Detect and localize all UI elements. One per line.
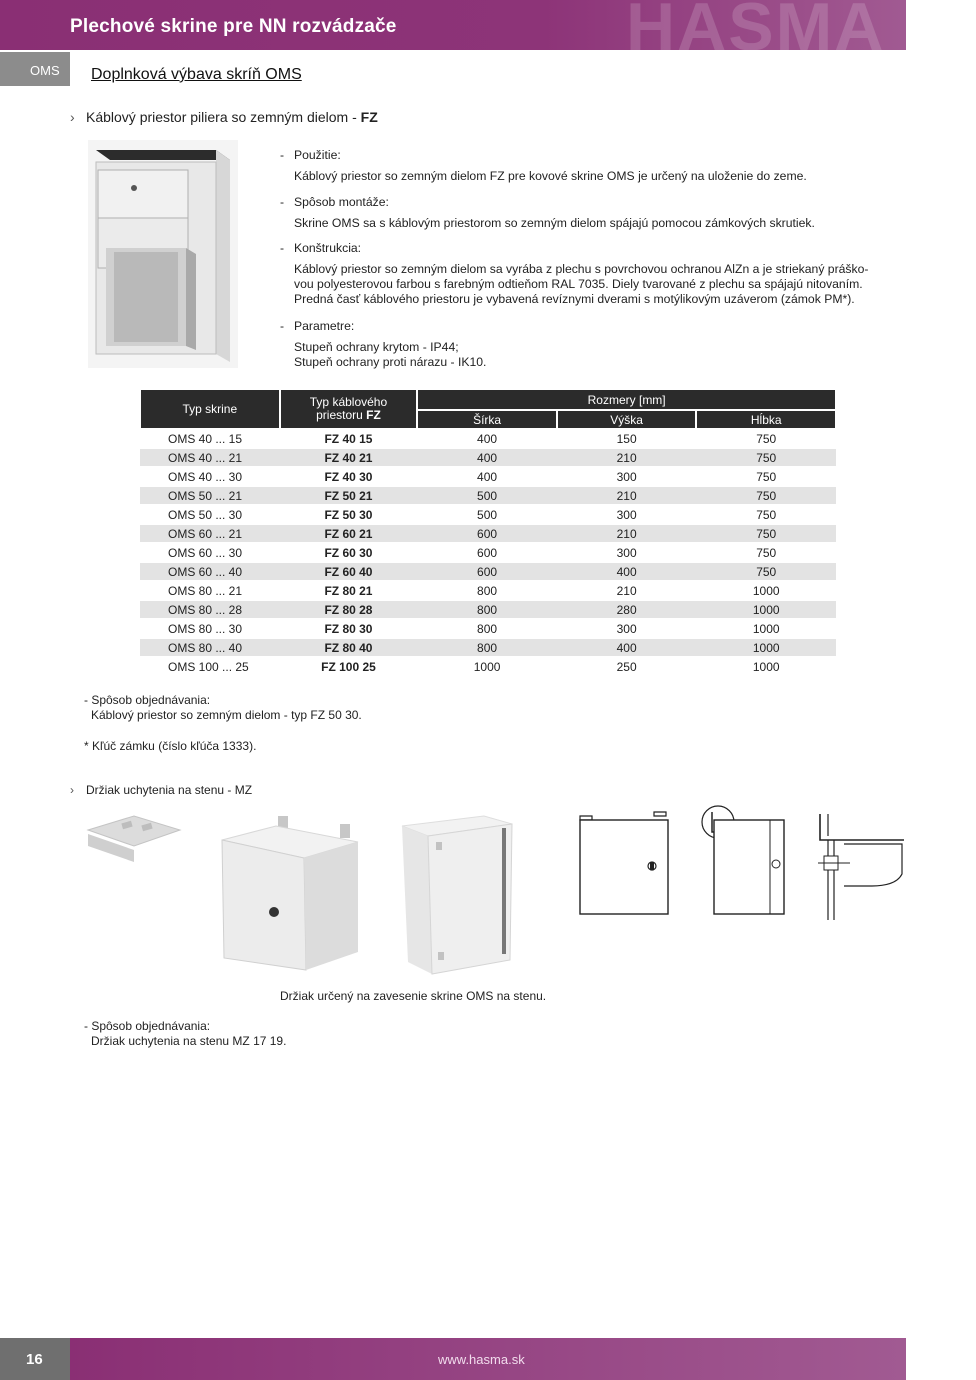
cell-hlbka: 750: [696, 486, 836, 505]
cell-hlbka: 750: [696, 448, 836, 467]
cell-typ-skrine: OMS 40 ... 21: [140, 448, 280, 467]
fz-mounting-text: Skrine OMS sa s káblovým priestorom so zemným dielom spájajú pomocou zámkových skrutiek.: [294, 216, 815, 230]
cell-sirka: 600: [417, 543, 557, 562]
fz-usage-text: Káblový priestor so zemným dielom FZ pre kovové skrine OMS je určený na uloženie do zeme.: [294, 169, 807, 183]
fz-order-text: Káblový priestor so zemným dielom - typ FZ 50 30.: [91, 708, 362, 722]
cell-hlbka: 750: [696, 467, 836, 486]
col-header-hlbka: Hĺbka: [696, 410, 836, 429]
fz-construction-label: Konštrukcia:: [294, 241, 362, 255]
mz-order-text: Držiak uchytenia na stenu MZ 17 19.: [91, 1034, 287, 1048]
fz-construction-line-2: vou polyesterovou farbou s farebným odtieňom RAL 7035. Diely tvarované z plechu sa spájajú nitovaním.: [294, 277, 863, 291]
cell-sirka: 400: [417, 467, 557, 486]
cell-typ-fz: FZ 100 25: [280, 657, 418, 676]
page-title: Plechové skrine pre NN rozvádzače: [70, 16, 397, 37]
col-header-fz-bold: FZ: [366, 408, 381, 422]
cell-vyska: 150: [557, 429, 697, 448]
cell-typ-skrine: OMS 80 ... 28: [140, 600, 280, 619]
table-row: [140, 467, 836, 486]
cell-typ-skrine: OMS 50 ... 21: [140, 486, 280, 505]
section-title: Doplnková výbava skríň OMS: [91, 66, 302, 83]
cell-vyska: 300: [557, 505, 697, 524]
fz-dimensions-table: [139, 388, 837, 677]
cell-sirka: 600: [417, 562, 557, 581]
cell-typ-fz: FZ 80 21: [280, 581, 418, 600]
mz-order-label: - Spôsob objednávania:: [84, 1019, 211, 1033]
mz-cabinet-side-image: [398, 812, 516, 978]
cell-typ-skrine: OMS 100 ... 25: [140, 657, 280, 676]
table-row: [140, 505, 836, 524]
cell-hlbka: 1000: [696, 581, 836, 600]
cell-vyska: 400: [557, 638, 697, 657]
cell-typ-fz: FZ 40 15: [280, 429, 418, 448]
cell-typ-skrine: OMS 80 ... 21: [140, 581, 280, 600]
table-row: [140, 562, 836, 581]
cell-typ-fz: FZ 60 30: [280, 543, 418, 562]
table-row: [140, 448, 836, 467]
cell-sirka: 400: [417, 429, 557, 448]
col-header-rozmery: Rozmery [mm]: [417, 389, 836, 410]
fz-parameters: - Parametre: Stupeň ochrany krytom - IP44; Stupeň ochrany proti nárazu - IK10.: [280, 319, 910, 370]
cell-sirka: 800: [417, 600, 557, 619]
col-header-fz: [280, 389, 418, 429]
mz-front-drawing: [576, 808, 672, 918]
cell-hlbka: 750: [696, 524, 836, 543]
mz-heading-text: Držiak uchytenia na stenu - MZ: [86, 783, 253, 797]
fz-heading: [70, 109, 378, 125]
cell-typ-fz: FZ 40 30: [280, 467, 418, 486]
cell-typ-skrine: OMS 60 ... 30: [140, 543, 280, 562]
cell-hlbka: 1000: [696, 657, 836, 676]
cell-sirka: 800: [417, 638, 557, 657]
footer-bar: [0, 1338, 906, 1380]
cell-typ-fz: FZ 50 30: [280, 505, 418, 524]
fz-order-block: [84, 693, 362, 723]
cell-hlbka: 750: [696, 543, 836, 562]
header-bar: [0, 0, 906, 50]
cell-sirka: 800: [417, 581, 557, 600]
cell-typ-fz: FZ 40 21: [280, 448, 418, 467]
table-row: [140, 638, 836, 657]
page-number: 16: [26, 1351, 43, 1368]
cell-typ-skrine: OMS 80 ... 40: [140, 638, 280, 657]
cell-sirka: 500: [417, 505, 557, 524]
mz-order-block: [84, 1019, 286, 1049]
cell-vyska: 250: [557, 657, 697, 676]
table-row: [140, 619, 836, 638]
cell-typ-fz: FZ 60 40: [280, 562, 418, 581]
mz-caption: Držiak určený na zavesenie skrine OMS na stenu.: [280, 989, 547, 1003]
cell-typ-skrine: OMS 40 ... 15: [140, 429, 280, 448]
col-header-sirka: Šírka: [417, 410, 557, 429]
col-header-vyska: Výška: [557, 410, 697, 429]
cell-hlbka: 1000: [696, 600, 836, 619]
table-row: [140, 600, 836, 619]
cell-vyska: 210: [557, 486, 697, 505]
side-tab: [0, 52, 70, 86]
cell-typ-fz: FZ 80 40: [280, 638, 418, 657]
mz-cabinet-front-image: [218, 812, 366, 974]
cell-hlbka: 750: [696, 562, 836, 581]
key-note: * Kľúč zámku (číslo kľúča 1333).: [84, 739, 257, 753]
cell-hlbka: 750: [696, 505, 836, 524]
fz-mounting: - Spôsob montáže: Skrine OMS sa s káblovým priestorom so zemným dielom spájajú pomocou zámkových skrutiek.: [280, 195, 910, 231]
table-row: [140, 543, 836, 562]
chevron-right-icon: ›: [70, 109, 75, 125]
cell-typ-skrine: OMS 40 ... 30: [140, 467, 280, 486]
cell-sirka: 500: [417, 486, 557, 505]
fz-parameters-label: Parametre:: [294, 319, 355, 333]
fz-parameters-line-2: Stupeň ochrany proti nárazu - IK10.: [294, 355, 487, 369]
table-row: [140, 657, 836, 676]
table-row: [140, 581, 836, 600]
cell-vyska: 300: [557, 619, 697, 638]
cell-hlbka: 750: [696, 429, 836, 448]
col-header-fz-line1: Typ káblového: [309, 395, 388, 409]
fz-usage: - Použitie: Káblový priestor so zemným dielom FZ pre kovové skrine OMS je určený na uloženie do zeme.: [280, 148, 910, 184]
cell-vyska: 210: [557, 524, 697, 543]
cell-typ-skrine: OMS 60 ... 21: [140, 524, 280, 543]
cell-sirka: 600: [417, 524, 557, 543]
col-header-fz-line2: priestoru: [316, 408, 367, 422]
fz-construction: - Konštrukcia: Káblový priestor so zemným dielom sa vyrába z plechu s povrchovou ochranou AlZn a je striekaný práško- vou polyesterovou farbou s farebným odtieňom RAL 7035. Diely tvarované z plechu sa spájajú nitovaním. Predná časť káblového priestoru je vybavená revíznymi dverami s motýlikovým uzáverom (zámok PM*).: [280, 241, 910, 307]
fz-usage-label: Použitie:: [294, 148, 341, 162]
cell-typ-fz: FZ 80 28: [280, 600, 418, 619]
fz-cable-compartment-image: [88, 140, 238, 368]
cell-vyska: 400: [557, 562, 697, 581]
col-header-typ: Typ skrine: [140, 389, 280, 429]
mz-side-drawing: [698, 804, 788, 918]
fz-mounting-label: Spôsob montáže:: [294, 195, 389, 209]
chevron-right-icon: ›: [70, 783, 74, 797]
fz-heading-text: Káblový priestor piliera so zemným dielom -: [86, 109, 361, 125]
cell-sirka: 800: [417, 619, 557, 638]
cell-vyska: 210: [557, 448, 697, 467]
cell-vyska: 210: [557, 581, 697, 600]
mz-heading: [70, 783, 252, 797]
side-tab-label: OMS: [30, 63, 60, 78]
table-row: [140, 429, 836, 448]
fz-order-label: - Spôsob objednávania:: [84, 693, 211, 707]
cell-hlbka: 1000: [696, 619, 836, 638]
cell-typ-fz: FZ 60 21: [280, 524, 418, 543]
fz-parameters-line-1: Stupeň ochrany krytom - IP44;: [294, 340, 459, 354]
fz-construction-line-1: Káblový priestor so zemným dielom sa vyrába z plechu s povrchovou ochranou AlZn a je striekaný práško-: [294, 262, 869, 276]
table-row: [140, 486, 836, 505]
cell-typ-skrine: OMS 50 ... 30: [140, 505, 280, 524]
cell-vyska: 300: [557, 543, 697, 562]
fz-construction-line-3: Predná časť káblového priestoru je vybavená revíznymi dverami s motýlikovým uzáverom (zámok PM*).: [294, 292, 855, 306]
cell-sirka: 1000: [417, 657, 557, 676]
cell-typ-skrine: OMS 60 ... 40: [140, 562, 280, 581]
header-watermark: HASMA: [626, 0, 886, 50]
cell-typ-fz: FZ 50 21: [280, 486, 418, 505]
fz-heading-bold: FZ: [360, 109, 378, 125]
cell-sirka: 400: [417, 448, 557, 467]
mz-detail-drawing: [814, 810, 908, 922]
mz-bracket-image: [84, 812, 184, 864]
cell-typ-skrine: OMS 80 ... 30: [140, 619, 280, 638]
cell-vyska: 300: [557, 467, 697, 486]
cell-vyska: 280: [557, 600, 697, 619]
cell-hlbka: 1000: [696, 638, 836, 657]
cell-typ-fz: FZ 80 30: [280, 619, 418, 638]
website-link[interactable]: www.hasma.sk: [438, 1352, 525, 1367]
table-row: [140, 524, 836, 543]
